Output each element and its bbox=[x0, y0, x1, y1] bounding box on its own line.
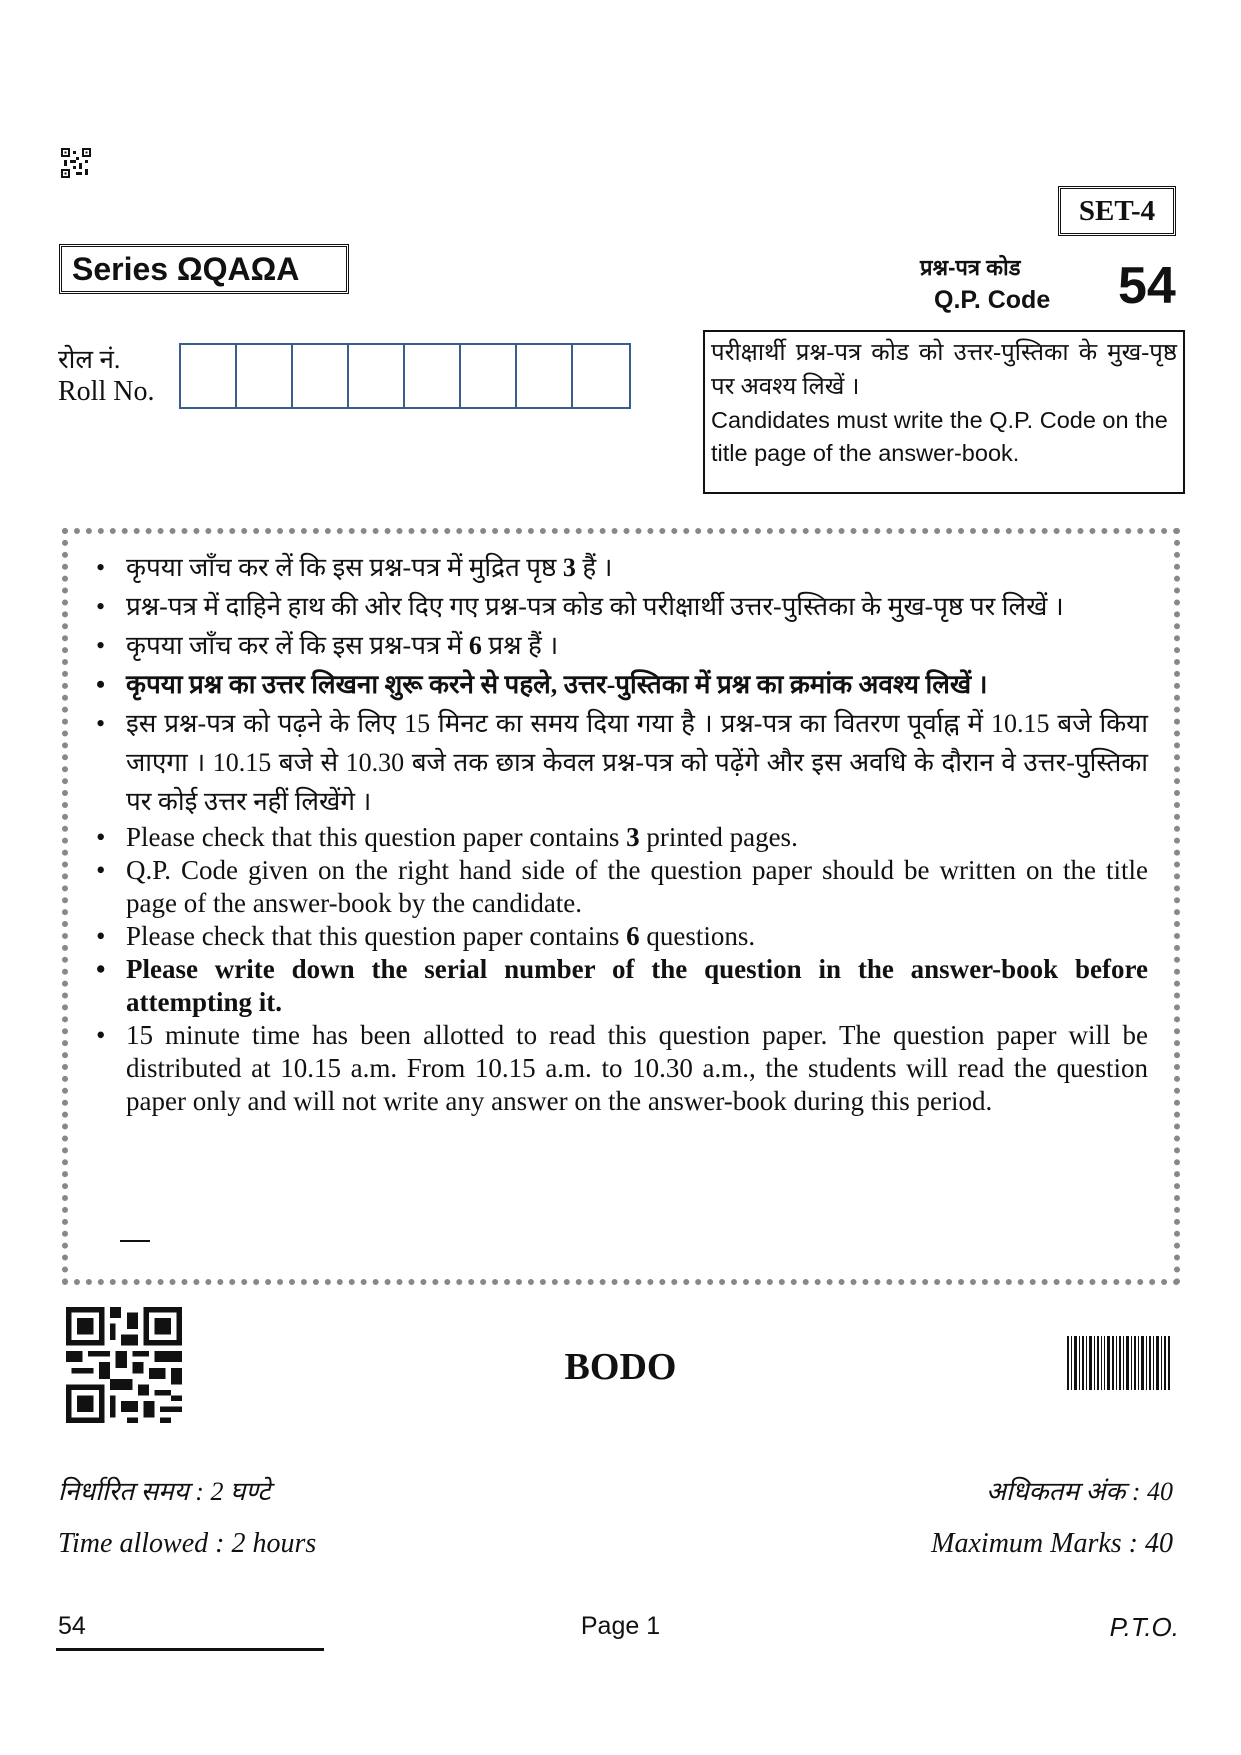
instruction-hi-1: • कृपया जाँच कर लें कि इस प्रश्न-पत्र में मुद्रित पृष्ठ 3 हैं । bbox=[90, 548, 1148, 587]
instruction-hi-2: • प्रश्न-पत्र में दाहिने हाथ की ओर दिए गए प्रश्न-पत्र कोड को परीक्षार्थी उत्तर-पुस्तिका के मुख-पृष्ठ पर लिखें । bbox=[90, 587, 1148, 626]
candidate-note-hindi: परीक्षार्थी प्रश्न-पत्र कोड को उत्तर-पुस्तिका के मुख-पृष्ठ पर अवश्य लिखें । bbox=[711, 340, 1177, 400]
page-number: Page 1 bbox=[580, 1612, 661, 1640]
barcode bbox=[1067, 1336, 1170, 1390]
instruction-en-5: • 15 minute time has been allotted to read this question paper. The question paper will be distributed at 10.15 a.m. From 10.15 a.m. to 10.30 a.m., the students will read the question paper only and will not write any answer on the answer-book during this period. bbox=[90, 1019, 1148, 1118]
roll-digit-box[interactable] bbox=[405, 345, 461, 407]
end-dash bbox=[120, 1240, 150, 1242]
maximum-marks-hindi: अधिकतम अंक : 40 bbox=[986, 1477, 1173, 1506]
roll-digit-box[interactable] bbox=[349, 345, 405, 407]
roll-label-hindi: रोल नं. bbox=[58, 345, 121, 374]
instruction-hi-5: • इस प्रश्न-पत्र को पढ़ने के लिए 15 मिनट का समय दिया गया है । प्रश्न-पत्र का वितरण पूर्वाह्न में 10.15 बजे किया जाएगा । 10.15 बजे से 10.30 बजे तक छात्र केवल प्रश्न-पत्र को पढ़ेंगे और इस अवधि के दौरान वे उत्तर-पुस्तिका पर कोई उत्तर नहीं लिखेंगे । bbox=[90, 704, 1148, 821]
roll-digit-box[interactable] bbox=[293, 345, 349, 407]
instruction-hi-4: • कृपया प्रश्न का उत्तर लिखना शुरू करने से पहले, उत्तर-पुस्तिका में प्रश्न का क्रमांक अवश्य लिखें । bbox=[90, 665, 1148, 704]
small-qr-code bbox=[61, 148, 91, 178]
instructions-box bbox=[62, 528, 1180, 1285]
instruction-hi-3: • कृपया जाँच कर लें कि इस प्रश्न-पत्र में 6 प्रश्न हैं । bbox=[90, 626, 1148, 665]
maximum-marks: Maximum Marks : 40 bbox=[931, 1528, 1173, 1559]
footer-code: 54 bbox=[58, 1612, 86, 1640]
instruction-en-4: • Please write down the serial number of the question in the answer-book before attempting it. bbox=[90, 953, 1148, 1019]
roll-digit-box[interactable] bbox=[461, 345, 517, 407]
roll-digit-box[interactable] bbox=[517, 345, 573, 407]
footer-rule bbox=[56, 1648, 324, 1651]
instruction-en-1: • Please check that this question paper contains 3 printed pages. bbox=[90, 821, 1148, 854]
roll-number-boxes[interactable] bbox=[179, 343, 631, 409]
set-label: SET-4 bbox=[1058, 186, 1176, 236]
qp-code-label-hindi: प्रश्न-पत्र कोड bbox=[920, 255, 1021, 280]
roll-digit-box[interactable] bbox=[237, 345, 293, 407]
pto-label: P.T.O. bbox=[1109, 1612, 1179, 1642]
subject-title: BODO bbox=[564, 1346, 677, 1388]
qp-code-label: Q.P. Code bbox=[934, 286, 1051, 314]
time-allowed-hindi: निर्धारित समय : 2 घण्टे bbox=[58, 1477, 271, 1506]
qp-code-value: 54 bbox=[1118, 257, 1176, 315]
time-allowed: Time allowed : 2 hours bbox=[58, 1528, 317, 1559]
candidate-note: Candidates must write the Q.P. Code on the title page of the answer-book. bbox=[711, 407, 1168, 466]
instruction-en-2: • Q.P. Code given on the right hand side of the question paper should be written on the title page of the answer-book by the candidate. bbox=[90, 854, 1148, 920]
roll-digit-box[interactable] bbox=[181, 345, 237, 407]
series-label: Series ΩQAΩA bbox=[59, 244, 349, 294]
candidate-note-box bbox=[703, 330, 1185, 494]
roll-label: Roll No. bbox=[58, 376, 155, 407]
instruction-en-3: • Please check that this question paper contains 6 questions. bbox=[90, 920, 1148, 953]
roll-digit-box[interactable] bbox=[573, 345, 629, 407]
